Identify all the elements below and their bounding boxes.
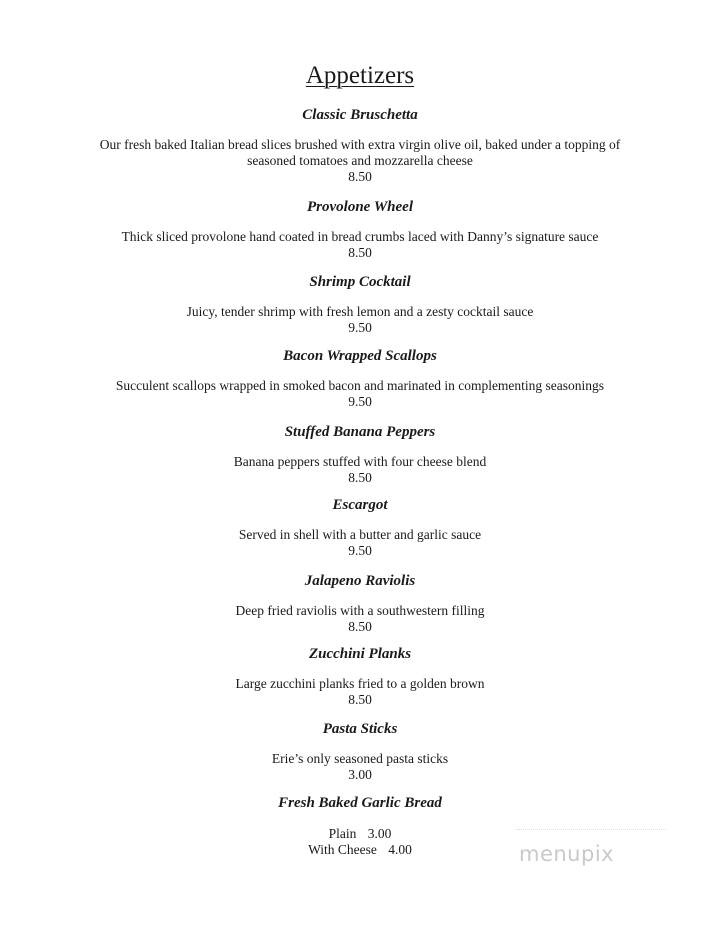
item-price: 8.50 (348, 619, 372, 634)
item-price: 8.50 (348, 169, 372, 184)
page-title: Appetizers (305, 62, 415, 89)
menu-item-zucchini-planks (0, 645, 720, 708)
item-name: Classic Bruschetta (302, 107, 418, 123)
menu-item-shrimp-cocktail (0, 273, 720, 336)
item-description: Succulent scallops wrapped in smoked bacon and marinated in complementing seasonings (115, 378, 605, 393)
item-price: 9.50 (348, 543, 372, 558)
option-price: 4.00 (388, 842, 412, 857)
item-description: Erie’s only seasoned pasta sticks (271, 751, 449, 766)
menu-item-bacon-wrapped-scallops (0, 347, 720, 410)
item-price: 9.50 (348, 320, 372, 335)
item-name: Fresh Baked Garlic Bread (278, 795, 442, 811)
item-name: Provolone Wheel (307, 199, 413, 215)
item-price: 8.50 (348, 470, 372, 485)
menu-item-jalapeno-raviolis (0, 572, 720, 635)
item-price: 8.50 (348, 692, 372, 707)
menu-item-classic-bruschetta (0, 106, 720, 185)
item-description: Served in shell with a butter and garlic sauce (238, 527, 482, 542)
item-name: Pasta Sticks (322, 721, 398, 737)
option-label: With Cheese (308, 842, 377, 857)
item-description: Banana peppers stuffed with four cheese blend (233, 454, 487, 469)
item-description: Our fresh baked Italian bread slices brushed with extra virgin olive oil, baked under a topping of seasoned tomatoes and mozzarella cheese (99, 137, 621, 168)
item-name: Zucchini Planks (308, 646, 412, 662)
menu-item-pasta-sticks (0, 720, 720, 783)
item-price: 8.50 (348, 245, 372, 260)
item-name: Bacon Wrapped Scallops (283, 348, 437, 364)
watermark-logo: menupix (519, 842, 615, 866)
item-name: Shrimp Cocktail (309, 274, 411, 290)
item-price: 9.50 (348, 394, 372, 409)
menu-item-escargot (0, 496, 720, 559)
item-description: Large zucchini planks fried to a golden brown (235, 676, 485, 691)
option-label: Plain (328, 826, 357, 841)
item-name: Jalapeno Raviolis (304, 573, 416, 589)
menu-item-provolone-wheel (0, 198, 720, 261)
watermark-divider (516, 829, 666, 830)
option-price: 3.00 (367, 826, 392, 841)
item-price: 3.00 (348, 767, 372, 782)
item-description: Deep fried raviolis with a southwestern filling (235, 603, 485, 618)
item-name: Escargot (332, 497, 388, 513)
item-name: Stuffed Banana Peppers (284, 424, 436, 440)
menu-item-stuffed-banana-peppers (0, 423, 720, 486)
item-description: Thick sliced provolone hand coated in bread crumbs laced with Danny’s signature sauce (121, 229, 599, 244)
item-description: Juicy, tender shrimp with fresh lemon and a zesty cocktail sauce (186, 304, 534, 319)
